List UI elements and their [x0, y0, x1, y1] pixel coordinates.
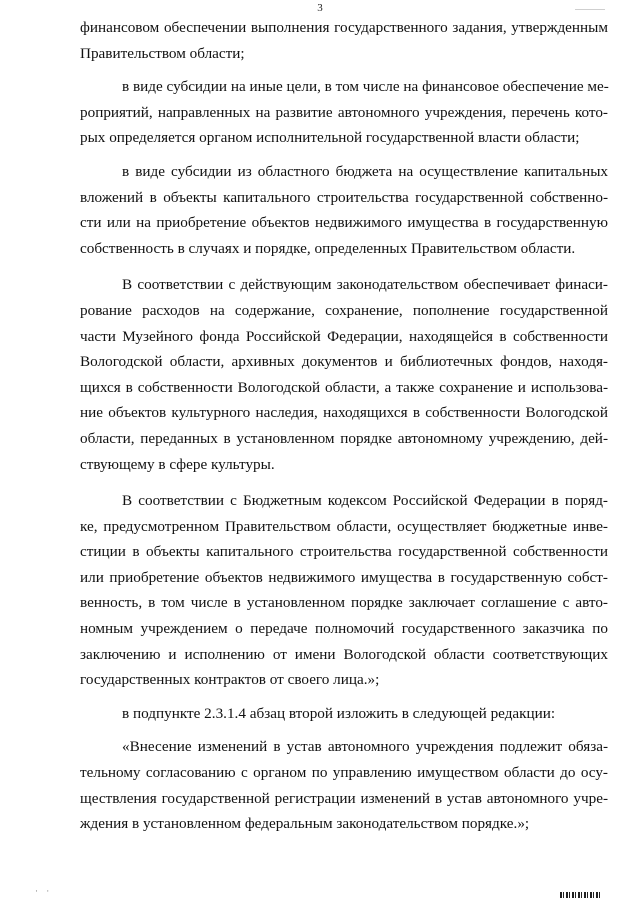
text-line: в подпункте 2.3.1.4 абзац второй изложить в следующей редакции: — [122, 704, 556, 722]
text-line: в виде субсидии на иные цели, в том числе на финансовое обеспечение ме- — [122, 78, 609, 96]
text-line: части Музейного фонда Российской Федерации, находящейся в собственности — [80, 327, 608, 345]
scan-corner-mark: · · — [35, 886, 53, 896]
scan-edge-mark — [575, 9, 605, 10]
barcode-mark — [560, 892, 600, 898]
text-line: В соответствии с Бюджетным кодексом Российской Федерации в поряд- — [122, 492, 608, 510]
text-line: роприятий, направленных на развитие автономного учреждения, перечень кото- — [80, 103, 608, 121]
text-line: собственность в случаях и порядке, определенных Правительством области. — [80, 239, 576, 257]
text-line: тельному согласованию с органом по управлению имуществом области до осу- — [80, 764, 608, 782]
text-line: ке, предусмотренном Правительством области, осуществляет бюджетные инве- — [80, 517, 608, 535]
text-line: или приобретение объектов недвижимого имущества в государственную собст- — [80, 568, 608, 586]
document-body — [80, 15, 608, 837]
text-line: вложений в объекты капитального строительства государственной собственно- — [80, 188, 608, 206]
page-number: 3 — [317, 2, 323, 14]
paragraph-subsidy-other-purposes — [80, 74, 608, 151]
text-line: Правительством области; — [80, 44, 245, 62]
text-line: венность, в том числе в установленном порядке заключает соглашение с авто- — [80, 594, 608, 612]
text-line: финансовом обеспечении выполнения государственного задания, утвержденным — [80, 19, 608, 36]
text-line: рование расходов на содержание, сохранение, пополнение государственной — [80, 301, 608, 319]
text-line: щихся в собственности Вологодской области, а также сохранение и использова- — [80, 378, 608, 396]
text-line: ствующему в сфере культуры. — [80, 455, 275, 473]
text-line: рых определяется органом исполнительной государственной власти области; — [80, 129, 580, 147]
paragraph-subsidy-capital-investment — [80, 159, 608, 261]
text-line: области, переданных в установленном порядке автономному учреждению, дей- — [80, 429, 608, 447]
text-line: государственных контрактов от своего лица.»; — [80, 671, 380, 689]
text-line: стиции в объекты капитального строительства государственной собственности — [80, 543, 608, 561]
text-line: заключению и исполнению от имени Вологодской области соответствующих — [80, 645, 608, 663]
text-line: номным учреждением о передаче полномочий государственного заказчика по — [80, 620, 608, 638]
paragraph-subclause-amendment — [80, 701, 608, 727]
paragraph-museum-fund-financing — [80, 272, 608, 477]
text-line: ждения в установленном федеральным законодательством порядке.»; — [80, 815, 530, 833]
text-line: в виде субсидии из областного бюджета на осуществление капитальных — [122, 162, 608, 180]
text-line: В соответствии с действующим законодательством обеспечивает финаси- — [122, 276, 608, 294]
paragraph-budget-investments — [80, 488, 608, 693]
text-line: сти или на приобретение объектов недвижимого имущества в государственную — [80, 214, 608, 232]
paragraph-financing-task — [80, 15, 608, 66]
text-line: Вологодской области, архивных документов и библиотечных фондов, находя- — [80, 353, 608, 371]
text-line: ние объектов культурного наследия, находящихся в собственности Вологодской — [80, 404, 608, 422]
paragraph-charter-amendment — [80, 734, 608, 836]
text-line: «Внесение изменений в устав автономного учреждения подлежит обяза- — [122, 738, 608, 756]
text-line: ществления государственной регистрации изменений в устав автономного учре- — [80, 789, 608, 807]
